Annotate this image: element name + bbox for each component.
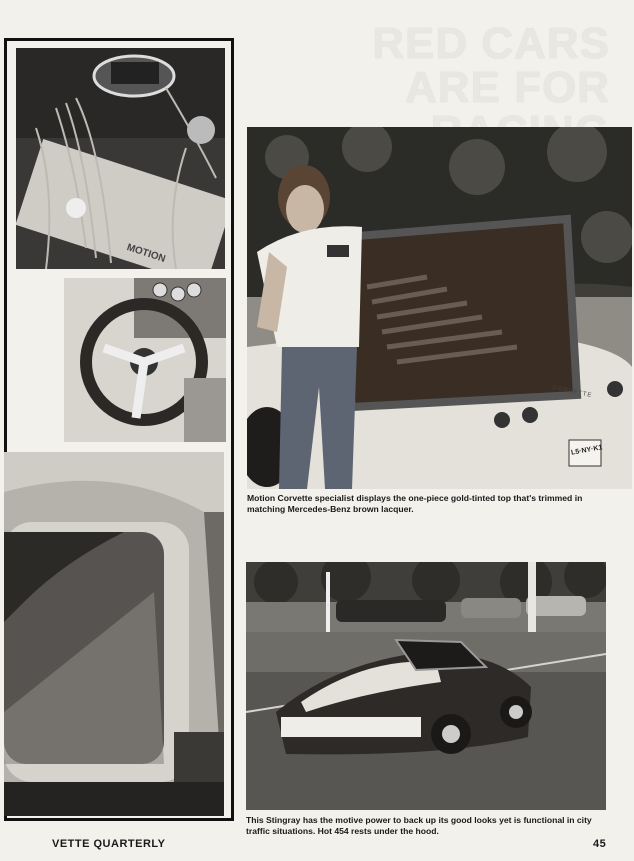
license-plate-text: L5·NY·K1: [570, 444, 603, 457]
main-photo-caption: Motion Corvette specialist displays the one-piece gold-tinted top that's trimmed in matching Mercedes-Benz brown lacquer.: [247, 493, 583, 514]
stingray-photo-caption: This Stingray has the motive power to back up its good looks yet is functional in city traffic situations. Hot 454 rests under the hood.: [246, 815, 592, 836]
page-number: 45: [593, 838, 607, 850]
fender-badge-text: CORVETTE: [551, 384, 593, 400]
headline-line-2: ARE FOR: [405, 63, 610, 112]
engine-badge-text: MOTION: [125, 242, 167, 265]
magazine-name: VETTE QUARTERLY: [52, 838, 166, 850]
stingray-road-photo: [246, 562, 606, 810]
engine-photo: [16, 48, 225, 269]
main-photo: [247, 127, 632, 489]
dashboard-photo: [64, 278, 226, 442]
ttop-closeup-photo: [4, 452, 224, 816]
headline-line-1: RED CARS: [372, 19, 610, 68]
